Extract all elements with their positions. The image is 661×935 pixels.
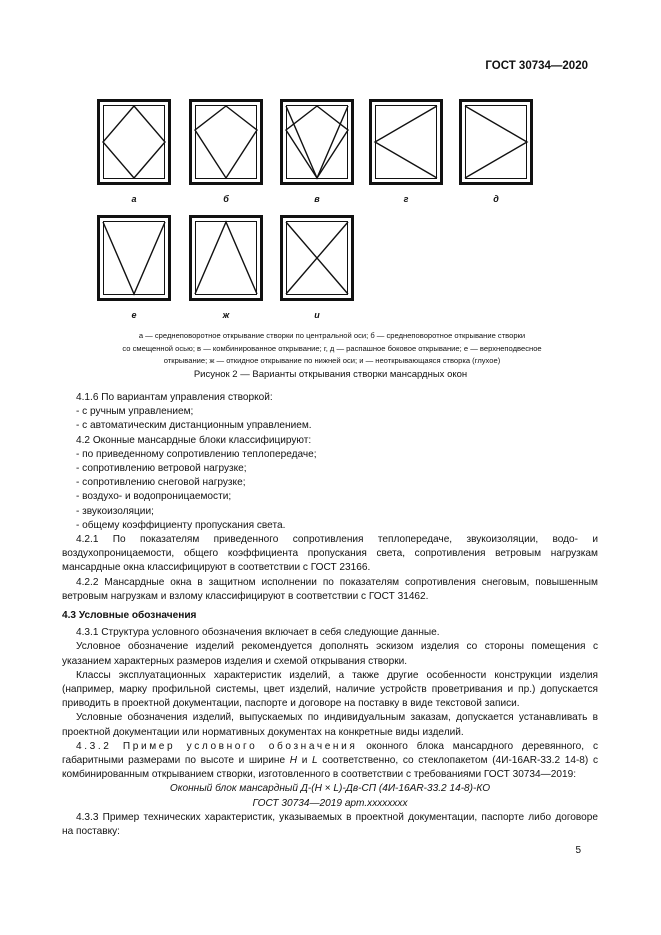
figure-label: д [493,194,499,204]
paragraph: 4.1.6 По вариантам управления створкой: [76,392,273,403]
window-diagram-g [369,99,443,185]
example-line: ГОСТ 30734—2019 арт.xxxxxxxx [252,797,408,809]
paragraph: 4.3.3 Пример технических характеристик, указываемых в проектной документации, паспорте либо договоре на поставку: [62,811,598,838]
list-item: - общему коэффициенту пропускания света. [76,519,286,531]
paragraph: Классы эксплуатационных характеристик изделий, а также другие особенности конструкции изделия (например, марку профильной системы, цвет изделий, наличие устройств проветривания и пр.) допускается приводить в проектной документации, паспорте и договоре на поставку в виде текстовой записи. [62,669,598,710]
list-item: - с автоматическим дистанционным управлением. [76,420,312,432]
legend-line: открывание; ж — откидное открывание по нижней оси; и — неоткрывающаяся створка (глухое) [163,356,501,365]
window-diagram-i [280,215,354,301]
window-diagram-v [280,99,354,185]
figure-label: г [403,194,409,204]
figure-label: ж [222,310,230,320]
paragraph: 4.2.2 Мансардные окна в защитном исполнении по показателям сопротивления снеговым, повышенным ветровым нагрузкам и взлому классифицируют в соответствии с ГОСТ 31462. [62,576,598,602]
window-diagram-b [189,99,263,185]
list-item: - воздухо- и водопроницаемости; [76,491,232,503]
example-line: Оконный блок мансардный Д-(H × L)-Дв-СП (4И-16AR-33.2 14-8)-КО [169,783,491,795]
figure-title: Рисунок 2 — Варианты открывания створки мансардных окон [193,369,468,380]
legend-line: а — среднеповоротное открывание створки по центральной оси; б — среднеповоротное открывание створки [138,331,526,340]
paragraph: 4.3.1 Структура условного обозначения включает в себя следующие данные. [76,627,440,639]
paragraph: 4.2 Оконные мансардные блоки классифицируют: [76,434,312,446]
document-body [62,391,598,839]
standard-header: ГОСТ 30734—2020 [485,60,588,72]
figure-label: в [314,194,320,204]
window-diagram-a [97,99,171,185]
figure-label: и [314,310,320,320]
paragraph: Условные обозначения изделий, выпускаемых по индивидуальным заказам, допускается устанавливать в проектной документации или нормативных документах на конкретные виды изделий. [62,712,598,738]
legend-line: со смещенной осью; в — комбинированное открывание; г, д — распашное боковое открывание; е — верхнеподвесное [122,343,542,353]
list-item: - звукоизоляции; [76,505,154,517]
page-number: 5 [575,845,581,856]
list-item: - сопротивлению ветровой нагрузке; [76,463,247,475]
list-item: - по приведенному сопротивлению теплопередаче; [76,448,317,460]
window-diagram-zh [189,215,263,301]
text-span: и [297,755,312,767]
figure-label: б [223,194,229,204]
paragraph [62,740,598,783]
figure-label: е [131,310,137,320]
spaced-text: 4.3.2 Пример условного обозначения [76,740,358,752]
text-span: L [312,755,318,767]
window-diagram-e [97,215,171,301]
list-item: - с ручным управлением; [76,406,194,418]
text-span: оконного блока мансардного деревянного, с габаритными размерами по высоте и ширине [62,740,599,767]
window-diagram-d [459,99,533,185]
text-span: соответственно, со стеклопакетом (4И-16AR-33.2 14-8) с комбинированным открыванием створки, изготовленного в соответствии с требованиями ГОСТ 30734—2019: [62,755,598,781]
paragraph: Условное обозначение изделий рекомендуется дополнять эскизом изделия со стороны помещения с указанием характерных размеров изделия и схемой открывания створки. [62,641,598,667]
section-heading: 4.3 Условные обозначения [62,610,197,622]
list-item: - сопротивлению снеговой нагрузке; [76,477,246,489]
paragraph: 4.2.1 По показателям приведенного сопротивления теплопередаче, звукоизоляции, водо- и воздухопроницаемости, общего коэффициента пропускания света, сопротивления ветровым нагрузкам мансардные окна классифицируют в соответствии с ГОСТ 23166. [62,534,598,574]
figure-label: а [131,194,137,204]
text-span: H [289,755,298,767]
figure-legend [62,330,602,368]
